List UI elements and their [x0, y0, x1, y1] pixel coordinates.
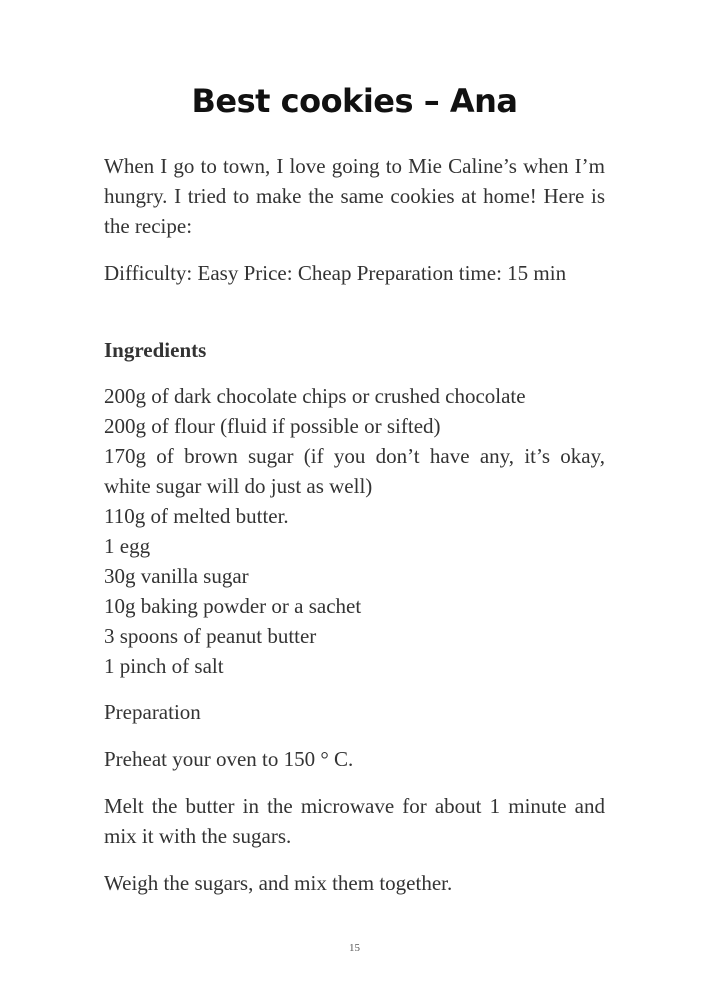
ingredient-item: 1 pinch of salt [104, 654, 224, 678]
recipe-title: Best cookies – Ana [191, 82, 518, 120]
ingredient-item: 3 spoons of peanut butter [104, 624, 317, 648]
ingredients-heading: Ingredients [104, 338, 207, 362]
intro-paragraph: When I go to town, I love going to Mie Caline’s when I’m hungry. I tried to make the same cookies at home! Here is the recipe: [104, 154, 605, 238]
preparation-step: Melt the butter in the microwave for about 1 minute and mix it with the sugars. [104, 794, 605, 848]
recipe-details: Difficulty: Easy Price: Cheap Preparation time: 15 min [104, 261, 567, 285]
ingredient-item: 30g vanilla sugar [104, 564, 249, 588]
ingredient-item: 200g of flour (fluid if possible or sifted) [104, 414, 441, 438]
page-number: 15 [349, 942, 360, 954]
preparation-step: Weigh the sugars, and mix them together. [104, 871, 453, 895]
ingredient-item: 200g of dark chocolate chips or crushed chocolate [104, 384, 526, 408]
ingredient-item: 10g baking powder or a sachet [104, 594, 362, 618]
ingredients-list [104, 381, 605, 681]
preparation-step: Preheat your oven to 150 ° C. [104, 747, 354, 771]
ingredient-item: 110g of melted butter. [104, 504, 289, 528]
ingredient-item: 1 egg [104, 534, 151, 558]
ingredient-item: 170g of brown sugar (if you don’t have any, it’s okay, white sugar will do just as well) [104, 444, 605, 498]
preparation-heading: Preparation [104, 700, 201, 724]
